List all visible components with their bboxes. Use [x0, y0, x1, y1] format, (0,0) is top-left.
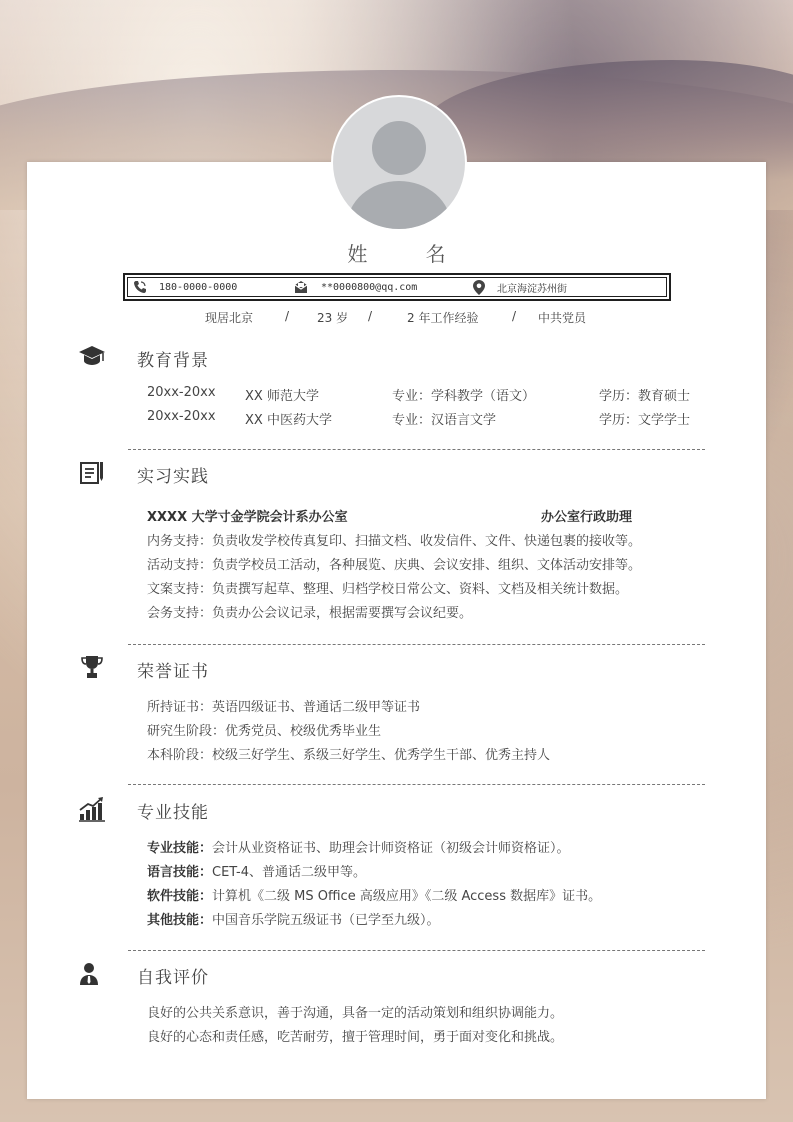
avatar-head [372, 121, 426, 175]
edu-degree: 学历：文学学士 [599, 413, 691, 428]
avatar [331, 95, 467, 231]
avatar-body [347, 181, 451, 229]
separator: / [512, 309, 517, 323]
section-divider [128, 449, 705, 450]
edu-period: 20xx-20xx [147, 409, 216, 424]
location-text: 现居北京 [205, 311, 254, 325]
envelope-icon [293, 280, 309, 294]
section-divider [128, 950, 705, 951]
resume-sheet [27, 162, 766, 1099]
list-item: 研究生阶段：优秀党员、校级优秀毕业生 [147, 724, 382, 739]
list-item: 所持证书：英语四级证书、普通话二级甲等证书 [147, 700, 421, 715]
contact-address [473, 275, 567, 299]
list-item: 文案支持：负责撰写起草、整理、归档学校日常公文、资料、文档及相关统计数据。 [147, 582, 629, 597]
trophy-icon [78, 654, 106, 680]
section-title-internship: 实习实践 [137, 467, 209, 487]
list-item: 活动支持：负责学校员工活动，各种展览、庆典、会议安排、组织、文体活动安排等。 [147, 558, 642, 573]
map-pin-icon [473, 280, 485, 295]
section-title-skills: 专业技能 [137, 803, 209, 823]
skill-text: 中国音乐学院五级证书（已学至九级）。 [212, 913, 440, 928]
politics-text: 中共党员 [538, 311, 587, 325]
contact-bar [123, 273, 671, 301]
section-divider [128, 644, 705, 645]
section-title-honors: 荣誉证书 [137, 662, 209, 682]
separator: / [368, 309, 373, 323]
skill-label: 语言技能： [147, 865, 213, 880]
phone-icon [133, 280, 147, 294]
address-text: 北京海淀苏州街 [497, 283, 567, 295]
internship-role: 办公室行政助理 [541, 510, 633, 525]
bar-chart-growth-icon [78, 796, 106, 822]
skill-text: CET-4、普通话二级甲等。 [212, 865, 367, 880]
edu-period: 20xx-20xx [147, 385, 216, 400]
skill-text: 会计从业资格证书、助理会计师资格证（初级会计师资格证）。 [212, 841, 570, 856]
age-text: 23 岁 [317, 311, 349, 325]
list-item: 良好的心态和责任感，吃苦耐劳，擅于管理时间，勇于面对变化和挑战。 [147, 1030, 564, 1045]
edu-school: XX 师范大学 [245, 389, 319, 404]
email-text: **0000800@qq.com [321, 281, 418, 293]
personal-info-line [0, 309, 793, 327]
skill-item [147, 861, 366, 880]
skill-label: 其他技能： [147, 913, 213, 928]
skill-text: 计算机《二级 MS Office 高级应用》《二级 Access 数据库》证书。 [212, 889, 602, 904]
avatar-placeholder-icon [333, 97, 465, 229]
contact-email [293, 275, 417, 299]
notebook-pen-icon [78, 460, 106, 486]
person-icon [78, 961, 106, 987]
contact-phone [133, 275, 237, 299]
edu-degree: 学历：教育硕士 [599, 389, 691, 404]
list-item: 良好的公共关系意识，善于沟通，具备一定的活动策划和组织协调能力。 [147, 1006, 564, 1021]
section-title-education: 教育背景 [137, 351, 209, 371]
experience-text: 2 年工作经验 [407, 311, 479, 325]
separator: / [285, 309, 290, 323]
list-item: 内务支持：负责收发学校传真复印、扫描文档、收发信件、文件、快递包裹的接收等。 [147, 534, 642, 549]
skill-item [147, 837, 570, 856]
list-item: 本科阶段：校级三好学生、系级三好学生、优秀学生干部、优秀主持人 [147, 748, 551, 763]
list-item: 会务支持：负责办公会议记录，根据需要撰写会议纪要。 [147, 606, 473, 621]
graduation-cap-icon [78, 343, 106, 369]
edu-major: 专业：学科教学（语文） [392, 389, 536, 404]
skill-item [147, 909, 440, 928]
section-title-self-evaluation: 自我评价 [137, 968, 209, 988]
skill-label: 软件技能： [147, 889, 213, 904]
edu-school: XX 中医药大学 [245, 413, 332, 428]
candidate-name: 姓 名 [347, 242, 472, 266]
skill-label: 专业技能： [147, 841, 213, 856]
phone-text: 180-0000-0000 [159, 281, 238, 293]
section-divider [128, 784, 705, 785]
skill-item [147, 885, 601, 904]
internship-org: XXXX 大学寸金学院会计系办公室 [147, 510, 348, 525]
edu-major: 专业：汉语言文学 [392, 413, 497, 428]
